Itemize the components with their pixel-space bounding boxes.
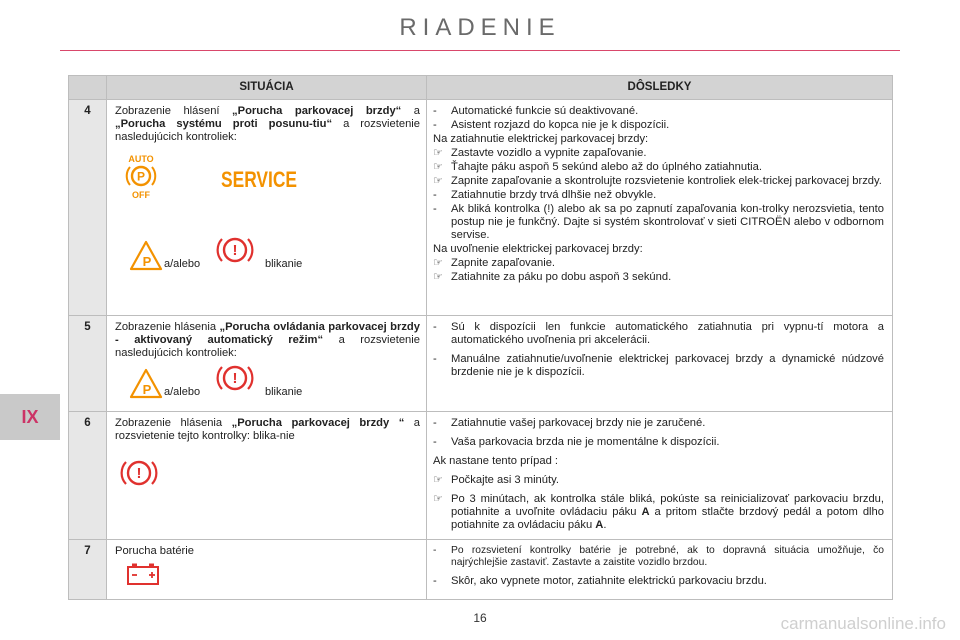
list-item: - Sú k dispozícii len funkcie automatického zatiahnutia pri vypnu-tí motora a automatického uvoľnenia pri akcelerácii. bbox=[433, 321, 884, 346]
list-item: ☞ Zatiahnite za páku po dobu aspoň 3 sekúnd. bbox=[433, 270, 672, 283]
svg-text:P: P bbox=[142, 253, 152, 269]
situation-text: Zobrazenie hlásenia „Porucha parkovacej brzdy “ a rozsvietenie tejto kontrolky: blika-nie bbox=[115, 417, 420, 442]
row-number: 7 bbox=[69, 540, 107, 600]
row-number: 5 bbox=[69, 316, 107, 412]
list-item: - Automatické funkcie sú deaktivované. bbox=[433, 105, 639, 117]
header-num-cell bbox=[69, 76, 107, 100]
and-or-label: a/alebo bbox=[164, 257, 201, 270]
situation-text: Zobrazenie hlásenia „Porucha ovládania parkovacej brzdy - aktivovaný automatický režim“ a rozsvietenie nasledujúcich kontroliek: bbox=[115, 321, 420, 359]
svg-text:OFF: OFF bbox=[132, 189, 150, 200]
list-item: - Skôr, ako vypnete motor, zatiahnite elektrickú parkovaciu brzdu. bbox=[433, 574, 767, 587]
table-header-row bbox=[69, 76, 893, 100]
consequences-cell bbox=[427, 540, 893, 600]
subheading: Na uvoľnenie elektrickej parkovacej brzdy: bbox=[433, 242, 643, 255]
svg-text:P: P bbox=[136, 169, 146, 184]
header-consequences: DÔSLEDKY bbox=[427, 76, 893, 100]
blinking-label: blikanie bbox=[265, 385, 303, 398]
auto-park-off-icon bbox=[123, 152, 159, 200]
blinking-label: blikanie bbox=[265, 257, 303, 270]
icon-area bbox=[115, 558, 420, 588]
park-warning-icon bbox=[129, 368, 163, 400]
subheading: Na zatiahnutie elektrickej parkovacej brzdy: bbox=[433, 132, 649, 145]
watermark: carmanualsonline.info bbox=[780, 614, 946, 633]
situation-cell bbox=[107, 412, 427, 540]
situations-table bbox=[68, 75, 893, 600]
list-item: - Po rozsvietení kontrolky batérie je potrebné, ak to dopravná situácia umožňuje, čo najrýchlejšie zastaviť. Zastavte a zaistite vozidlo brzdou. bbox=[433, 545, 884, 568]
battery-icon bbox=[125, 562, 161, 586]
situation-cell bbox=[107, 540, 427, 600]
header-situation: SITUÁCIA bbox=[107, 76, 427, 100]
svg-text:!: ! bbox=[232, 241, 238, 259]
service-icon bbox=[219, 166, 299, 192]
list-item: ☞ Ťahajte páku aspoň 5 sekúnd alebo až do úplného zatiahnutia. bbox=[433, 160, 762, 173]
situation-cell bbox=[107, 100, 427, 316]
brake-fault-icon bbox=[119, 457, 159, 489]
consequences-cell bbox=[427, 316, 893, 412]
row-number: 4 bbox=[69, 100, 107, 316]
list-item: ☞ Zapnite zapaľovanie. bbox=[433, 256, 556, 269]
icon-area bbox=[115, 360, 420, 402]
table-row bbox=[69, 540, 893, 600]
list-item: - Vaša parkovacia brzda nie je momentálne k dispozícii. bbox=[433, 435, 720, 448]
icon-area bbox=[115, 443, 420, 503]
title-divider bbox=[60, 50, 900, 51]
subheading: Ak nastane tento prípad : bbox=[433, 454, 559, 467]
svg-text:!: ! bbox=[232, 369, 238, 387]
svg-text:P: P bbox=[142, 381, 152, 397]
row-number: 6 bbox=[69, 412, 107, 540]
chapter-tab[interactable] bbox=[0, 394, 60, 440]
situation-text: Porucha batérie bbox=[115, 545, 194, 557]
icon-area bbox=[115, 144, 420, 294]
situation-cell bbox=[107, 316, 427, 412]
list-item: - Zatiahnutie vašej parkovacej brzdy nie je zaručené. bbox=[433, 417, 706, 429]
list-item: - Zatiahnutie brzdy trvá dlhšie než obvykle. bbox=[433, 188, 657, 201]
list-item: ☞ Zastavte vozidlo a vypnite zapaľovanie. bbox=[433, 146, 647, 159]
page-number: 16 bbox=[473, 611, 487, 625]
svg-text:SERVICE: SERVICE bbox=[221, 166, 297, 192]
table-row bbox=[69, 412, 893, 540]
consequences-cell bbox=[427, 412, 893, 540]
and-or-label: a/alebo bbox=[164, 385, 201, 398]
list-item: ☞ Zapnite zapaľovanie a skontrolujte rozsvietenie kontroliek elek-trickej parkovacej brzdy. bbox=[433, 174, 882, 187]
svg-text:AUTO: AUTO bbox=[128, 153, 154, 164]
consequences-cell bbox=[427, 100, 893, 316]
brake-fault-icon bbox=[215, 362, 255, 394]
list-item: - Asistent rozjazd do kopca nie je k dispozícii. bbox=[433, 118, 670, 131]
page-title: RIADENIE bbox=[399, 14, 561, 41]
brake-fault-icon bbox=[215, 234, 255, 266]
table-row bbox=[69, 316, 893, 412]
park-warning-icon bbox=[129, 240, 163, 272]
list-item: ☞ Po 3 minútach, ak kontrolka stále bliká, pokúste sa reinicializovať parkovaciu brzdu, potiahnite a uvoľnite ovládaciu páku A a pritom stlačte brzdový pedál a potom dlho potiahnite za ovládaciu páku A. bbox=[433, 492, 884, 531]
table-row bbox=[69, 100, 893, 316]
list-item: ☞ Počkajte asi 3 minúty. bbox=[433, 473, 559, 486]
list-item: - Manuálne zatiahnutie/uvoľnenie elektrickej parkovacej brzdy a dynamické núdzové brzdenie nie je k dispozícii. bbox=[433, 352, 884, 378]
situation-text: Zobrazenie hlásení „Porucha parkovacej brzdy“ a „Porucha systému proti posunu-tiu“ a rozsvietenie nasledujúcich kontroliek: bbox=[115, 105, 420, 143]
list-item: - Ak bliká kontrolka (!) alebo ak sa po zapnutí zapaľovania kon-trolky nerozsvietia, tento postup nie je funkčný. Dajte si systém skontrolovať v sieti CITROËN alebo v odbornom servise. bbox=[433, 202, 884, 241]
svg-text:!: ! bbox=[136, 464, 142, 482]
chapter-label: IX bbox=[21, 406, 39, 427]
